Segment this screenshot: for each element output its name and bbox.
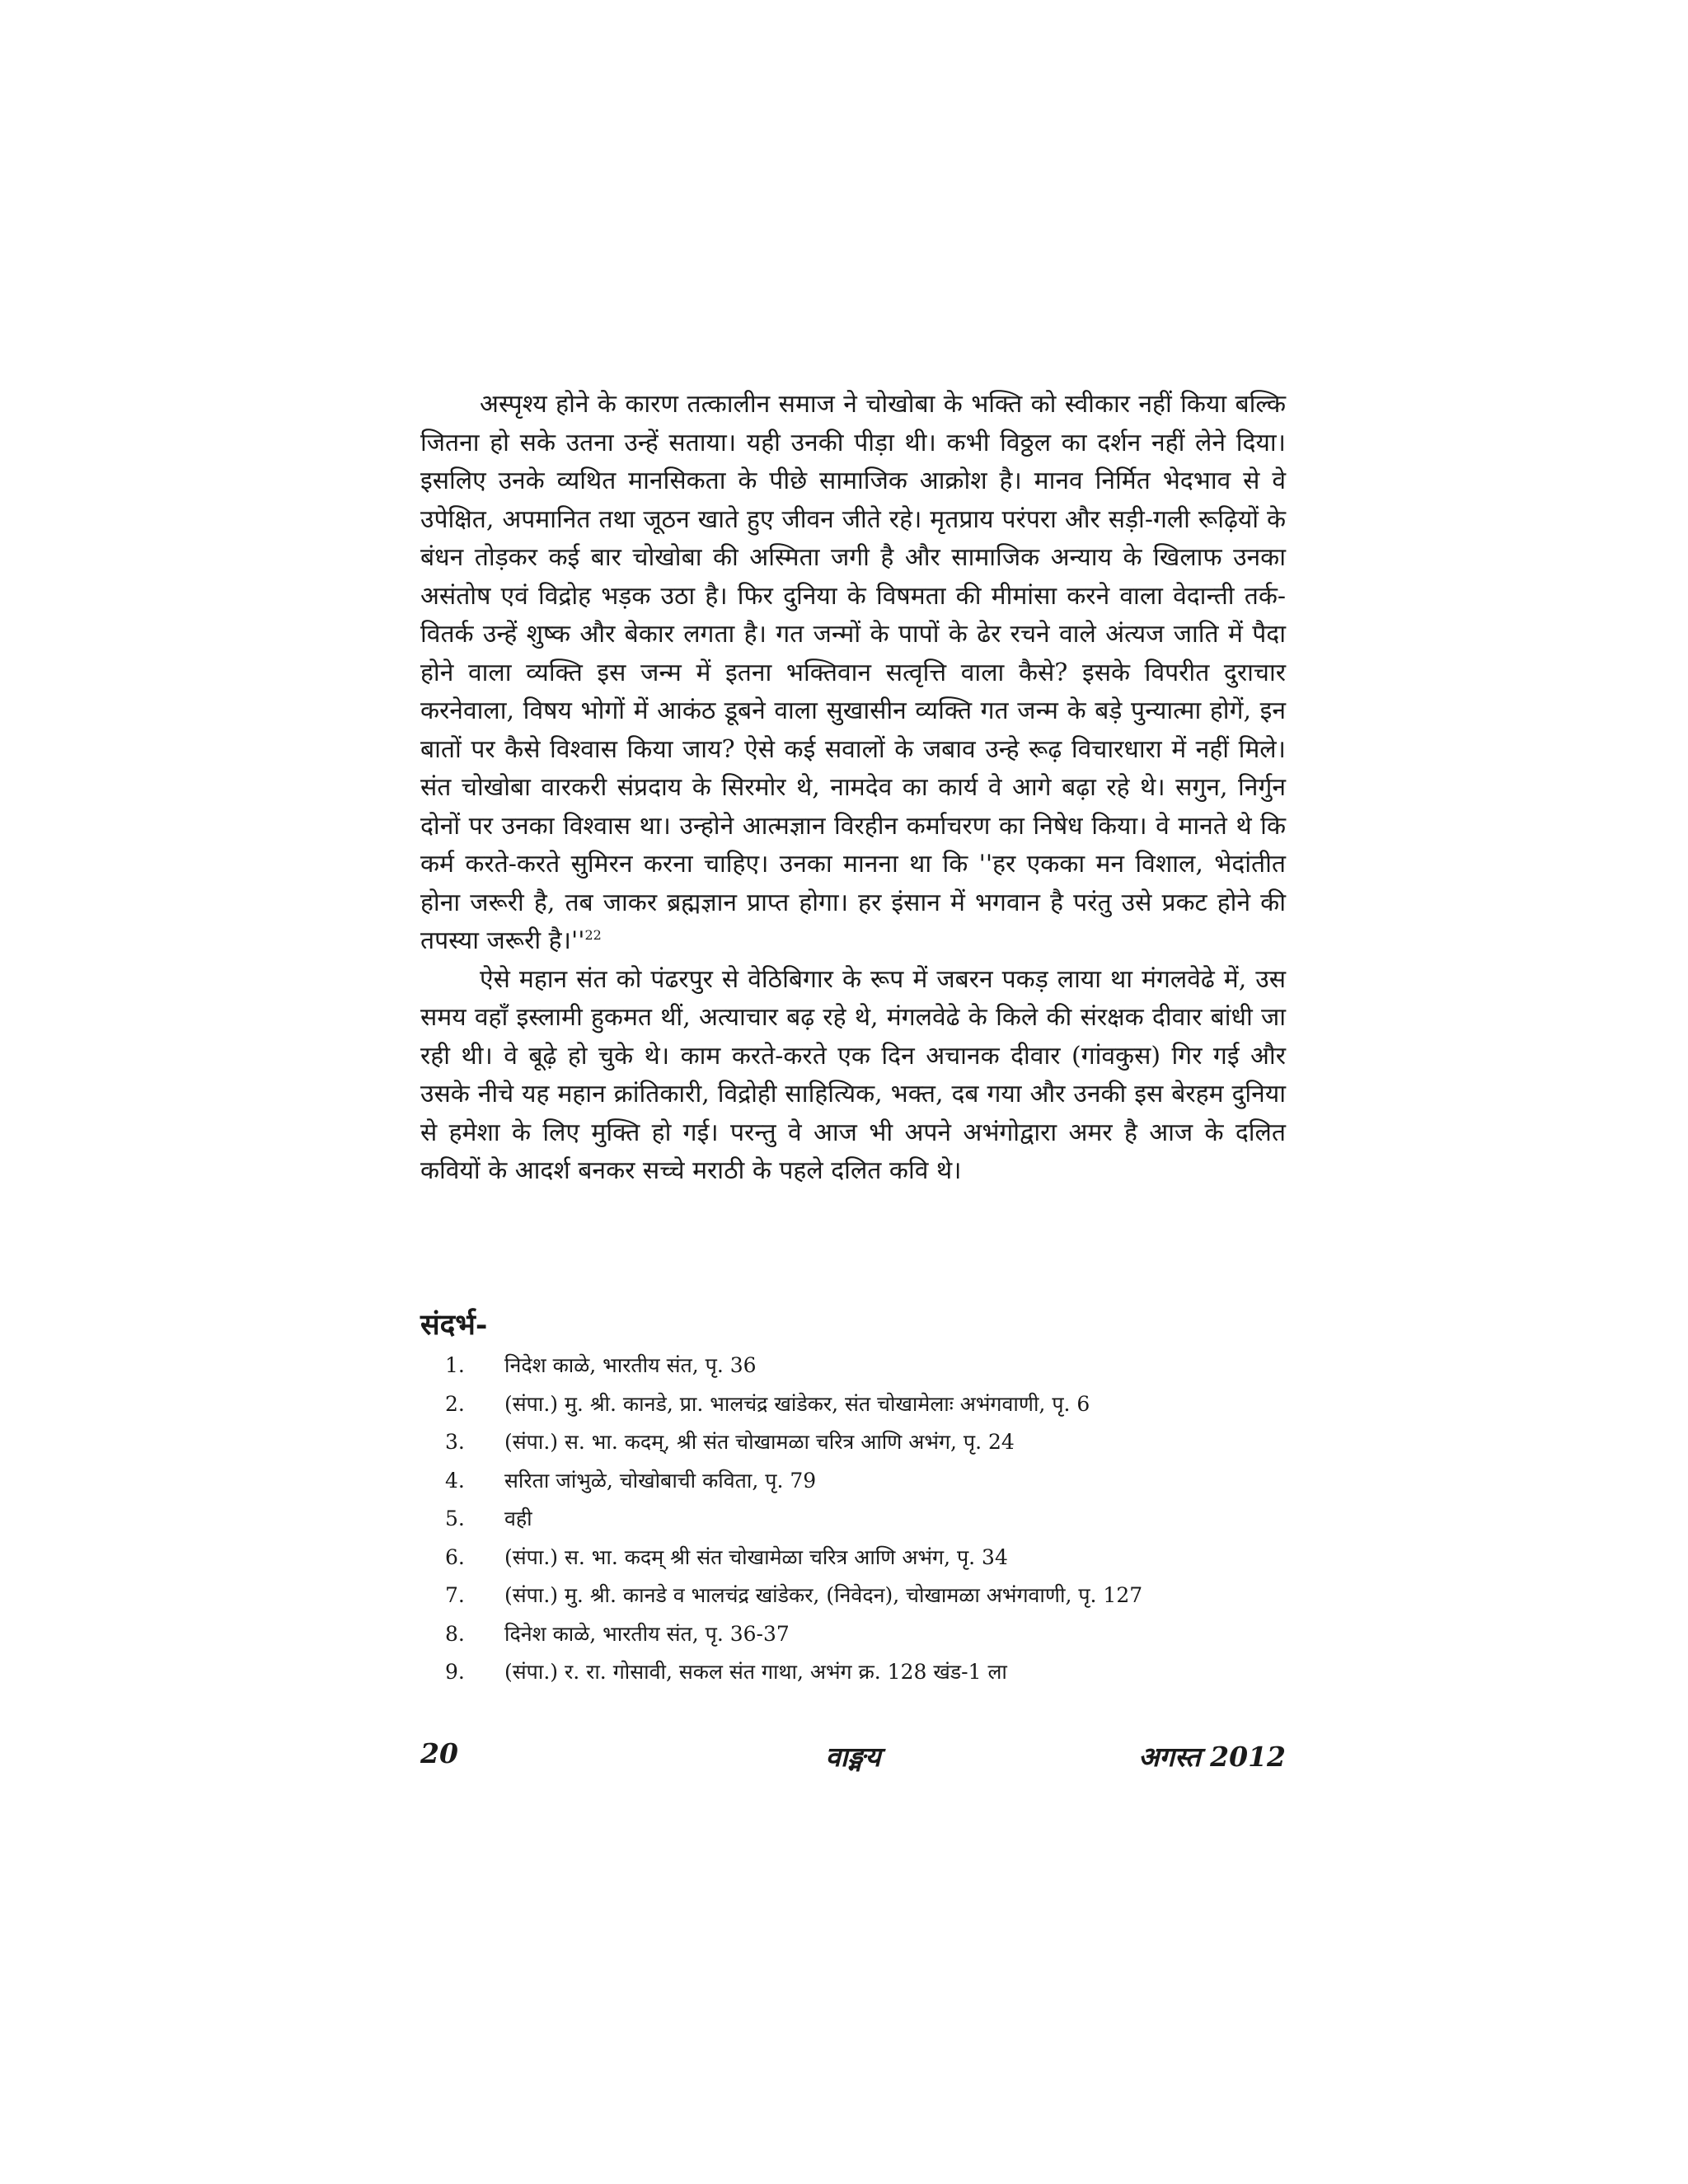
reference-text: निदेश काळे, भारतीय संत, पृ. 36 bbox=[504, 1353, 757, 1377]
reference-item bbox=[445, 1423, 1286, 1462]
reference-text: (संपा.) स. भा. कदम्, श्री संत चोखामळा चरित्र आणि अभंग, पृ. 24 bbox=[504, 1430, 1015, 1454]
reference-item bbox=[445, 1539, 1286, 1577]
journal-name: वाङ्मय bbox=[825, 1741, 881, 1773]
reference-item bbox=[445, 1385, 1286, 1424]
issue-date: अगस्त 2012 bbox=[1138, 1741, 1286, 1773]
paragraph-1 bbox=[420, 386, 1286, 961]
paragraph-2-text: ऐसे महान संत को पंढरपुर से वेठिबिगार के रूप में जबरन पकड़ लाया था मंगलवेढे में, उस समय वहाँ इस्लामी हुकमत थीं, अत्याचार बढ़ रहे थे, मंगलवेढे के किले की संरक्षक दीवार बांधी जा रही थी। वे बूढ़े हो चुके थे। काम करते-करते एक दिन अचानक दीवार (गांवकुस) गिर गई और उसके नीचे यह महान क्रांतिकारी, विद्रोही साहित्यिक, भक्त, दब गया और उनकी इस बेरहम दुनिया से हमेशा के लिए मुक्ति हो गई। परन्तु वे आज भी अपने अभंगोद्वारा अमर है आज के दलित कवियों के आदर्श बनकर सच्चे मराठी के पहले दलित कवि थे। bbox=[420, 964, 1286, 1185]
reference-number: 3. bbox=[445, 1430, 465, 1454]
reference-item bbox=[445, 1462, 1286, 1501]
reference-item bbox=[445, 1577, 1286, 1615]
reference-item bbox=[445, 1347, 1286, 1385]
reference-number: 5. bbox=[445, 1507, 465, 1530]
reference-number: 9. bbox=[445, 1660, 465, 1684]
reference-text: वही bbox=[504, 1507, 532, 1530]
reference-number: 4. bbox=[445, 1468, 465, 1493]
reference-item bbox=[445, 1500, 1286, 1539]
reference-number: 7. bbox=[445, 1583, 465, 1607]
reference-text: (संपा.) स. भा. कदम् श्री संत चोखामेळा चरित्र आणि अभंग, पृ. 34 bbox=[504, 1544, 1008, 1569]
paragraph-1-text: अस्पृश्य होने के कारण तत्कालीन समाज ने चोखोबा के भक्ति को स्वीकार नहीं किया बल्कि जितना हो सके उतना उन्हें सताया। यही उनकी पीड़ा थी। कभी विठ्ठल का दर्शन नहीं लेने दिया। इसलिए उनके व्यथित मानसिकता के पीछे सामाजिक आक्रोश है। मानव निर्मित भेदभाव से वे उपेक्षित, अपमानित तथा जूठन खाते हुए जीवन जीते रहे। मृतप्राय परंपरा और सड़ी-गली रूढ़ियों के बंधन तोड़कर कई बार चोखोबा की अस्मिता जगी है और सामाजिक अन्याय के खिलाफ उनका असंतोष एवं विद्रोह भड़क उठा है। फिर दुनिया के विषमता की मीमांसा करने वाला वेदान्ती तर्क-वितर्क उन्हें शुष्क और बेकार लगता है। गत जन्मों के पापों के ढेर रचने वाले अंत्यज जाति में पैदा होने वाला व्यक्ति इस जन्म में इतना भक्तिवान सत्वृत्ति वाला कैसे? इसके विपरीत दुराचार करनेवाला, विषय भोगों में आकंठ डूबने वाला सुखासीन व्यक्ति गत जन्म के बड़े पुन्यात्मा होगें, इन बातों पर कैसे विश्वास किया जाय? ऐसे कई सवालों के जबाव उन्हे रूढ़ विचारधारा में नहीं मिले। संत चोखोबा वारकरी संप्रदाय के सिरमोर थे, नामदेव का कार्य वे आगे बढ़ा रहे थे। सगुन, निर्गुन दोनों पर उनका विश्वास था। उन्होने आत्मज्ञान विरहीन कर्माचरण का निषेध किया। वे मानते थे कि कर्म करते-करते सुमिरन करना चाहिए। उनका मानना था कि ''हर एकका मन विशाल, भेदांतीत होना जरूरी है, तब जाकर ब्रह्मज्ञान प्राप्त होगा। हर इंसान में भगवान है परंतु उसे प्रकट होने की तपस्या जरूरी है।'' bbox=[420, 390, 1286, 955]
reference-text: (संपा.) मु. श्री. कानडे, प्रा. भालचंद्र खांडेकर, संत चोखामेलाः अभंगवाणी, पृ. 6 bbox=[504, 1391, 1090, 1416]
reference-item bbox=[445, 1615, 1286, 1654]
reference-item bbox=[445, 1653, 1286, 1692]
references-list bbox=[445, 1347, 1286, 1692]
reference-text: सरिता जांभुळे, चोखोबाची कविता, पृ. 79 bbox=[504, 1468, 817, 1493]
article-body bbox=[420, 386, 1286, 1191]
references-heading: संदर्भ- bbox=[420, 1308, 488, 1342]
reference-text: (संपा.) मु. श्री. कानडे व भालचंद्र खांडेकर, (निवेदन), चोखामळा अभंगवाणी, पृ. 127 bbox=[504, 1583, 1143, 1607]
reference-number: 8. bbox=[445, 1621, 465, 1646]
reference-number: 2. bbox=[445, 1391, 465, 1416]
page-number: 20 bbox=[420, 1737, 458, 1769]
reference-text: दिनेश काळे, भारतीय संत, पृ. 36-37 bbox=[504, 1621, 790, 1646]
reference-text: (संपा.) र. रा. गोसावी, सकल संत गाथा, अभंग क्र. 128 खंड-1 ला bbox=[504, 1660, 1007, 1684]
footnote-marker: 22 bbox=[584, 927, 602, 943]
reference-number: 1. bbox=[445, 1353, 465, 1377]
paragraph-2 bbox=[420, 961, 1286, 1191]
reference-number: 6. bbox=[445, 1544, 465, 1569]
page-footer bbox=[420, 1737, 1286, 1774]
